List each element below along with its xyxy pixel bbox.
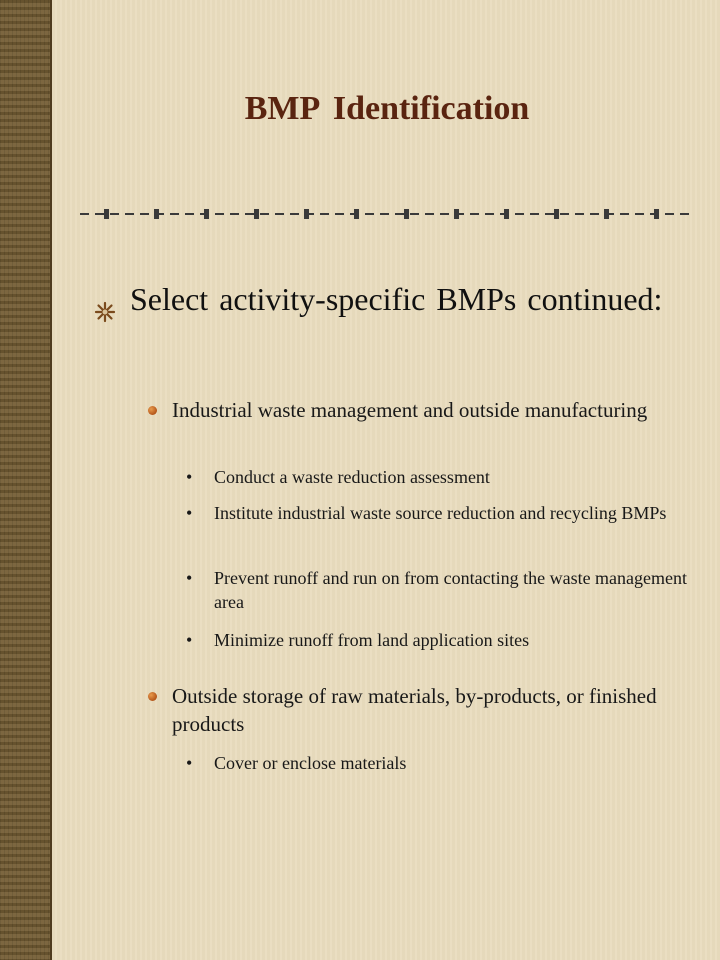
list-item	[186, 566, 694, 614]
section-heading-text: Outside storage of raw materials, by-products, or finished products	[172, 684, 657, 736]
orange-dot-icon	[148, 406, 157, 415]
left-decorative-strip	[0, 0, 52, 960]
bullet-dot: •	[186, 568, 193, 588]
list-item-text: Institute industrial waste source reduction and recycling BMPs	[214, 503, 667, 523]
bullet-dot: •	[186, 630, 193, 650]
section-heading-text: Industrial waste management and outside manufacturing	[172, 398, 648, 422]
list-item-text: Minimize runoff from land application sites	[214, 630, 530, 650]
bullet-dot: •	[186, 467, 193, 487]
list-item-text: Cover or enclose materials	[214, 753, 407, 773]
slide-title: BMP Identification	[244, 90, 530, 127]
dashed-divider	[80, 204, 692, 224]
main-bullet	[130, 278, 690, 320]
list-item-text: Prevent runoff and run on from contacting the waste management area	[214, 568, 688, 612]
star-bullet-icon	[94, 291, 116, 333]
bullet-dot: •	[186, 503, 193, 523]
list-item	[186, 628, 694, 652]
bullet-dot: •	[186, 753, 193, 773]
divider-graphic	[80, 204, 692, 224]
section-heading	[172, 682, 702, 738]
list-item	[186, 465, 694, 489]
list-item-text: Conduct a waste reduction assessment	[214, 467, 490, 487]
section-heading	[172, 396, 702, 424]
list-item	[186, 751, 694, 775]
main-bullet-text: Select activity-specific BMPs continued:	[130, 281, 663, 317]
orange-dot-icon	[148, 692, 157, 701]
strip-border	[50, 0, 52, 960]
list-item	[186, 501, 694, 525]
